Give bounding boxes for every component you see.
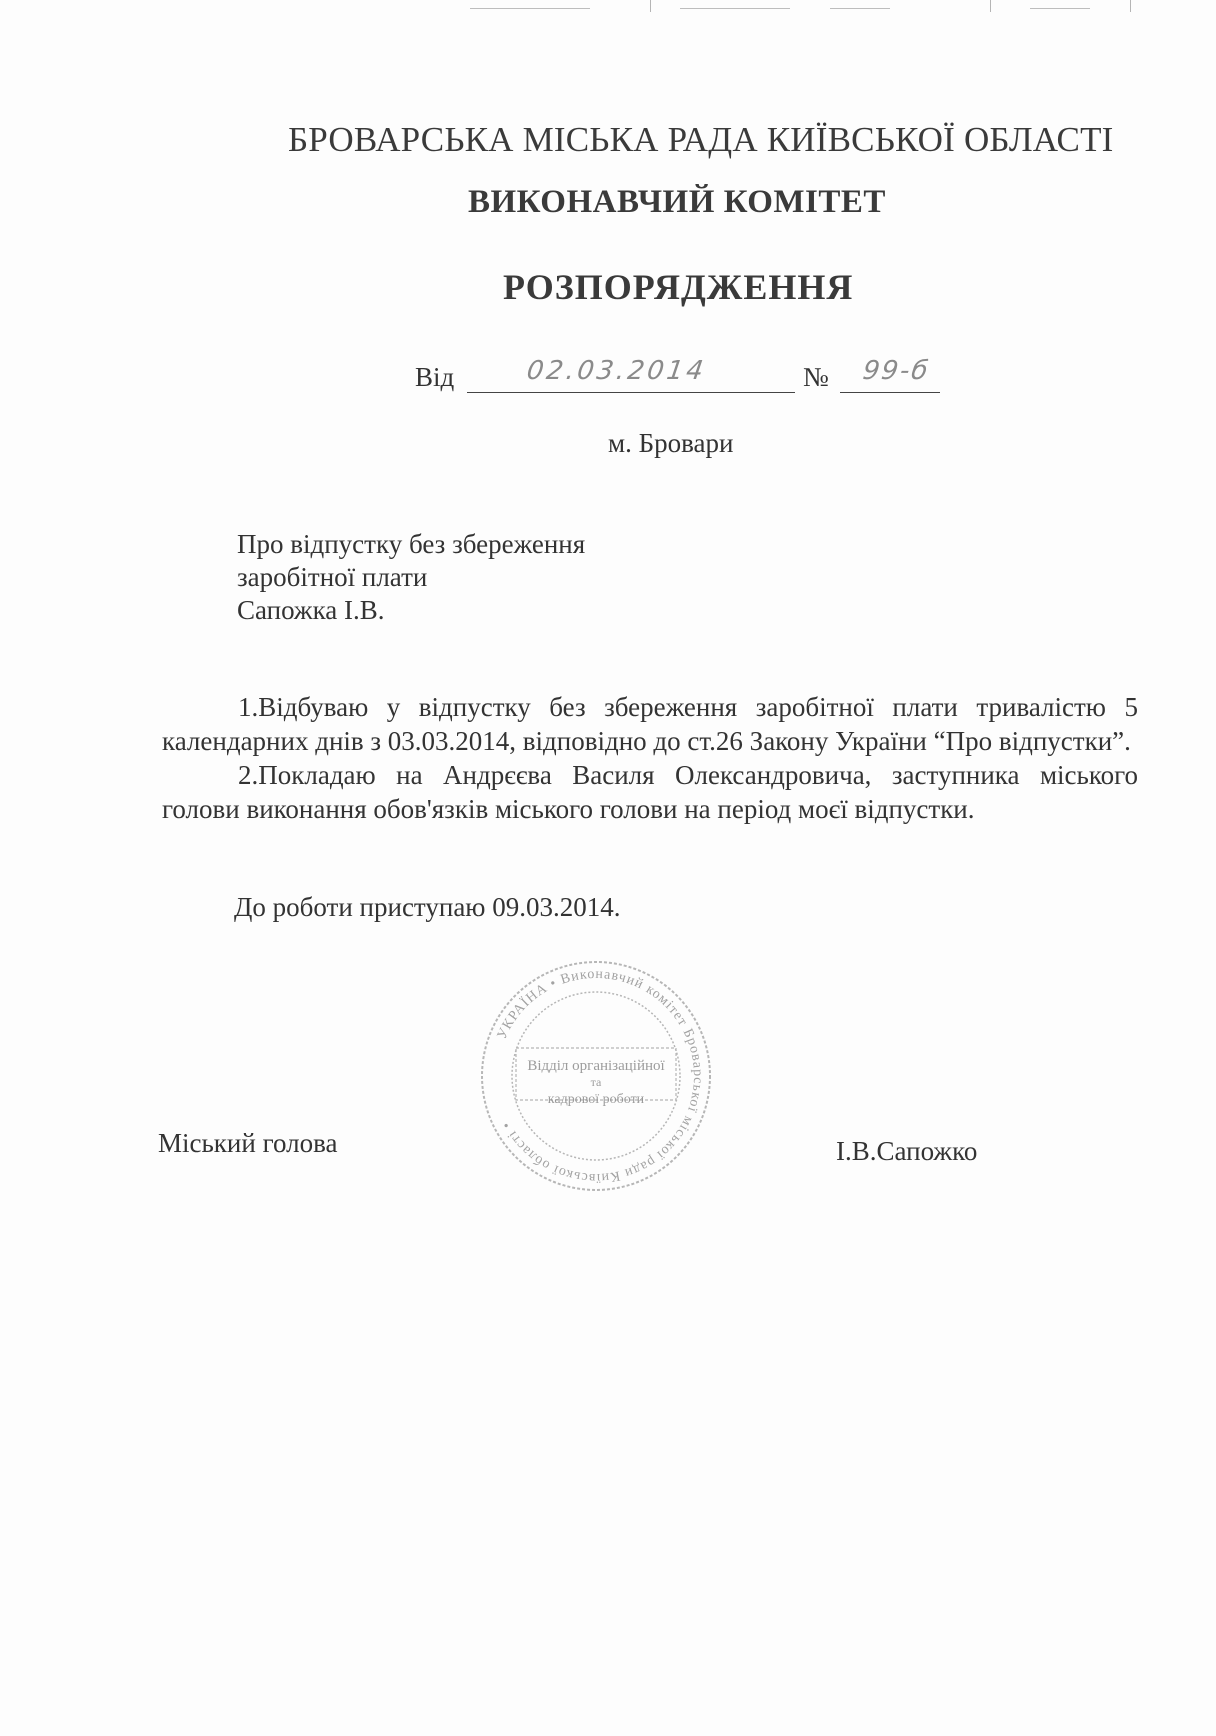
- stamp-outer-text: УКРАЇНА • Виконавчий комітет Броварської міської ради Київської області •: [494, 966, 706, 1186]
- organization-name: БРОВАРСЬКА МІСЬКА РАДА КИЇВСЬКОЇ ОБЛАСТІ: [288, 120, 1114, 159]
- official-stamp: [478, 958, 714, 1194]
- signatory-name: І.В.Сапожко: [836, 1136, 978, 1166]
- subject-line: заробітної плати: [237, 562, 428, 592]
- number-underline: [840, 392, 940, 393]
- date-label: Від: [415, 362, 455, 392]
- document-type-title: РОЗПОРЯДЖЕННЯ: [503, 267, 854, 307]
- subject-block: [237, 528, 585, 627]
- stamp-center-line-1: Відділ організаційної: [527, 1058, 665, 1074]
- scan-edge-marks: [470, 0, 1160, 14]
- handwritten-date: 02.03.2014: [524, 356, 708, 386]
- body-paragraph-1: 1.Відбуваю у відпустку без збереження заробітної плати тривалістю 5 календарних днів з 03.03.2014, відповідно до ст.26 Закону України “Про відпустки”.: [162, 692, 1138, 756]
- date-underline: [467, 392, 795, 393]
- return-to-work-line: До роботи приступаю 09.03.2014.: [234, 892, 621, 922]
- number-label: №: [803, 362, 829, 392]
- handwritten-number: 99-б: [860, 356, 932, 386]
- stamp-center-line-3: кадрової роботи: [547, 1092, 645, 1107]
- body-paragraph-2: 2.Покладаю на Андрєєва Василя Олександровича, заступника міського голови виконання обов'язків міського голови на період моєї відпустки.: [162, 760, 1138, 824]
- document-body: [162, 690, 1138, 826]
- signatory-title: Міський голова: [158, 1128, 338, 1158]
- subject-line: Про відпустку без збереження: [237, 529, 586, 559]
- committee-name: ВИКОНАВЧИЙ КОМІТЕТ: [468, 184, 886, 220]
- date-number-row: [415, 356, 955, 400]
- city-name: м. Бровари: [608, 428, 734, 458]
- subject-line: Сапожка І.В.: [237, 595, 385, 625]
- stamp-center-line-2: та: [590, 1075, 602, 1089]
